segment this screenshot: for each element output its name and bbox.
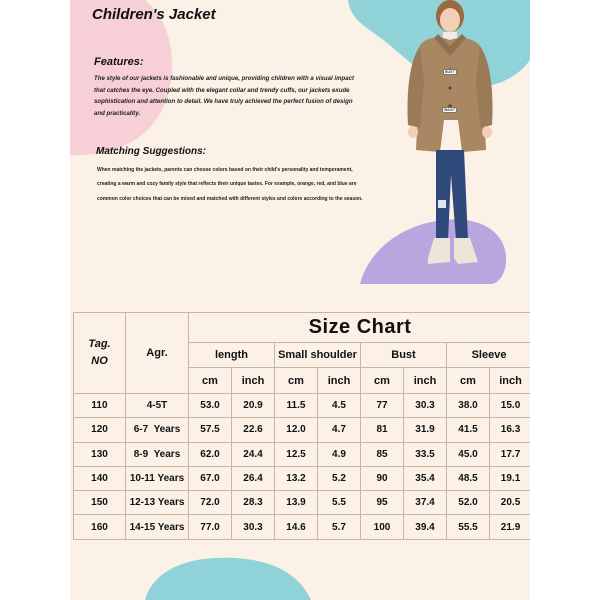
measurement-cell: 35.4 [404,466,447,490]
group-header-0: length [189,343,275,368]
tag-cell: 150 [74,491,126,515]
measurement-cell: 4.5 [318,394,361,418]
age-cell: 10-11 Years [126,466,189,490]
measurement-cell: 4.9 [318,442,361,466]
child-model-illustration [388,0,508,282]
measurement-cell: 55.5 [447,515,490,539]
features-text: The style of our jackets is fashionable and unique, providing children with a visual impact that catches the eye. Coupled with the elegant collar and trendy cuffs, our jackets exude sophistication and attention to detail. We have truly achieved the perfect fusion of design and practicality. [94,75,355,117]
measurement-cell: 90 [361,466,404,490]
measurement-cell: 77.0 [189,515,232,539]
measurement-cell: 53.0 [189,394,232,418]
measurement-cell: 11.5 [275,394,318,418]
measurement-cell: 52.0 [447,491,490,515]
size-row [74,491,531,515]
measurement-cell: 12.0 [275,418,318,442]
product-sheet [70,0,530,600]
tag-cell: 110 [74,394,126,418]
measurement-cell: 12.5 [275,442,318,466]
measurement-cell: 67.0 [189,466,232,490]
measurement-cell: 33.5 [404,442,447,466]
unit-header-5: inch [404,368,447,394]
waist-tag: WAIST [444,108,456,112]
measurement-cell: 77 [361,394,404,418]
age-cell: 6-7 Years [126,418,189,442]
matching-text: When matching the jackets, parents can choose colors based on their child's personality and temperament, creating a warm and cozy family style that reflects their unique tastes. For example, orange, red, and blue are common color choices that can be mixed and matched with different styles and colors according to the season. [97,167,363,202]
tag-no-header-text: Tag. NO [88,338,111,367]
group-header-3: Sleeve [447,343,531,368]
size-row [74,515,531,539]
measurement-cell: 19.1 [490,466,531,490]
age-cell: 4-5T [126,394,189,418]
tag-cell: 130 [74,442,126,466]
unit-header-0: cm [189,368,232,394]
measurement-cell: 72.0 [189,491,232,515]
measurement-cell: 31.9 [404,418,447,442]
measurement-cell: 95 [361,491,404,515]
measurement-cell: 24.4 [232,442,275,466]
age-cell: 12-13 Years [126,491,189,515]
unit-header-2: cm [275,368,318,394]
measurement-cell: 16.3 [490,418,531,442]
measurement-cell: 41.5 [447,418,490,442]
measurement-cell: 37.4 [404,491,447,515]
size-row [74,442,531,466]
age-cell: 14-15 Years [126,515,189,539]
measurement-cell: 17.7 [490,442,531,466]
measurement-cell: 28.3 [232,491,275,515]
age-header: Agr. [126,313,189,394]
size-row [74,394,531,418]
measurement-cell: 14.6 [275,515,318,539]
measurement-cell: 4.7 [318,418,361,442]
measurement-cell: 22.6 [232,418,275,442]
measurement-cell: 5.2 [318,466,361,490]
measurement-cell: 20.9 [232,394,275,418]
features-heading-text: Features [94,56,140,68]
group-header-1: Small shoulder [275,343,361,368]
measurement-cell: 100 [361,515,404,539]
measurement-cell: 5.7 [318,515,361,539]
teal-blob-bottom-decoration [145,555,315,600]
page-title: Children's Jacket [92,6,216,23]
measurement-cell: 85 [361,442,404,466]
measurement-cell: 13.2 [275,466,318,490]
size-row [74,418,531,442]
age-cell: 8-9 Years [126,442,189,466]
measurement-cell: 30.3 [232,515,275,539]
measurement-cell: 13.9 [275,491,318,515]
features-heading: Features: [94,56,144,68]
measurement-cell: 38.0 [447,394,490,418]
matching-heading-text: Matching Suggestions [96,146,203,157]
measurement-cell: 15.0 [490,394,531,418]
measurement-cell: 5.5 [318,491,361,515]
unit-header-3: inch [318,368,361,394]
unit-header-1: inch [232,368,275,394]
tag-cell: 140 [74,466,126,490]
measurement-cell: 39.4 [404,515,447,539]
unit-header-6: cm [447,368,490,394]
measurement-cell: 62.0 [189,442,232,466]
matching-heading: Matching Suggestions: [96,146,207,157]
measurement-cell: 81 [361,418,404,442]
size-chart-title: Size Chart [189,313,531,343]
unit-header-7: inch [490,368,531,394]
bust-tag: BUST [445,70,455,74]
group-header-2: Bust [361,343,447,368]
tag-cell: 120 [74,418,126,442]
unit-header-4: cm [361,368,404,394]
measurement-cell: 30.3 [404,394,447,418]
measurement-cell: 45.0 [447,442,490,466]
tag-cell: 160 [74,515,126,539]
measurement-cell: 57.5 [189,418,232,442]
tag-no-header [74,313,126,394]
measurement-cell: 48.5 [447,466,490,490]
measurement-cell: 20.5 [490,491,531,515]
size-chart-table [73,312,530,540]
size-row [74,466,531,490]
measurement-cell: 26.4 [232,466,275,490]
measurement-cell: 21.9 [490,515,531,539]
